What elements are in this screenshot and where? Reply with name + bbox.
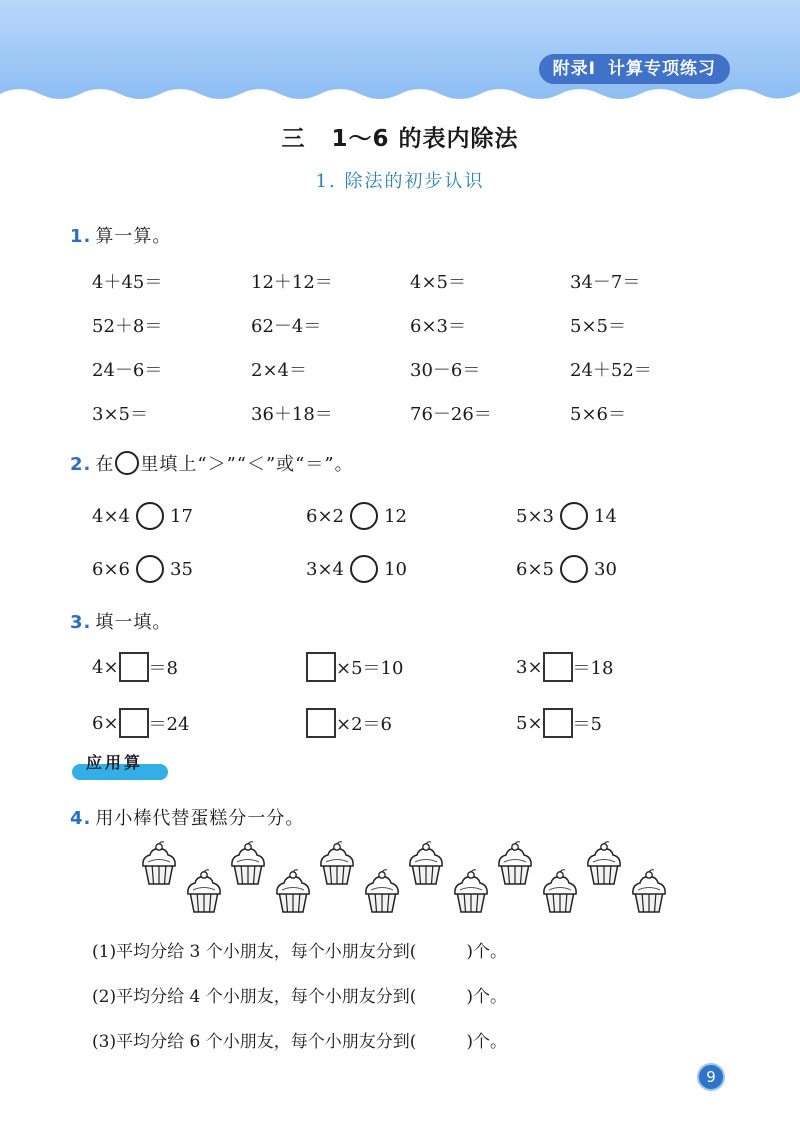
- cupcake-icon: [229, 840, 267, 886]
- answer-circle[interactable]: [350, 555, 378, 583]
- q1-expression: 76－26＝: [410, 404, 492, 425]
- cupcake-icon: [274, 868, 312, 914]
- cupcake-icon: [318, 840, 356, 886]
- q1-expression: 6×3＝: [410, 316, 466, 337]
- q3-fill-item: [306, 652, 403, 682]
- q3-fill-item: [92, 708, 189, 738]
- answer-box[interactable]: [543, 708, 573, 738]
- cupcake-icon: [585, 840, 623, 886]
- q3-before: 4×: [92, 656, 119, 678]
- answer-circle[interactable]: [560, 502, 588, 530]
- cupcake-icon: [496, 840, 534, 886]
- answer-box[interactable]: [306, 652, 336, 682]
- q1-expression: 12＋12＝: [251, 272, 333, 293]
- q1-expression: 24－6＝: [92, 360, 163, 381]
- q2-left: 4×4: [92, 505, 130, 527]
- q4-number: 4.: [70, 808, 92, 829]
- q2-left: 6×6: [92, 558, 130, 580]
- q1-expression: 62－4＝: [251, 316, 322, 337]
- q2-right: 12: [384, 505, 407, 527]
- q1-expression: 5×5＝: [570, 316, 626, 337]
- cupcake-icon: [541, 868, 579, 914]
- q2-left: 6×5: [516, 558, 554, 580]
- q1-prompt: 算一算。: [95, 226, 172, 247]
- sub-question-end: )个。: [466, 942, 507, 962]
- q3-fill-item: [92, 652, 178, 682]
- application-label: 应用算: [86, 753, 144, 772]
- answer-box[interactable]: [543, 652, 573, 682]
- sub-question-text: (2)平均分给 4 个小朋友，每个小朋友分到(: [92, 987, 417, 1007]
- answer-circle[interactable]: [560, 555, 588, 583]
- q2-prompt-end: 里填上“＞”“＜”或“＝”。: [140, 454, 354, 475]
- appendix-title: 计算专项练习: [608, 59, 716, 79]
- q4-sub-question: [92, 937, 507, 962]
- q3-before: 6×: [92, 712, 119, 734]
- q1-expression: 34－7＝: [570, 272, 641, 293]
- q3-number: 3.: [70, 612, 92, 633]
- q2-comparison: [516, 502, 617, 530]
- q2-left: 5×3: [516, 505, 554, 527]
- q3-fill-item: [516, 708, 602, 738]
- chapter-name: 1～6 的表内除法: [331, 126, 519, 152]
- q2-right: 14: [594, 505, 617, 527]
- q3-after: ＝8: [148, 658, 178, 679]
- q4-sub-question: [92, 982, 507, 1007]
- page-number: 9: [697, 1063, 725, 1091]
- q3-after: ＝18: [572, 658, 614, 679]
- q1-expression: 4＋45＝: [92, 272, 163, 293]
- q3-fill-item: [516, 652, 613, 682]
- q4-prompt: 用小棒代替蛋糕分一分。: [95, 808, 305, 829]
- application-tag: [72, 748, 172, 784]
- q2-comparison: [92, 502, 193, 530]
- q3-after: ×5＝10: [336, 658, 404, 679]
- q2-comparison: [306, 502, 407, 530]
- q3-after: ＝24: [148, 714, 190, 735]
- q2-number: 2.: [70, 454, 92, 475]
- chapter-title: [0, 120, 800, 153]
- q2-comparison: [92, 555, 193, 583]
- q3-prompt: 填一填。: [95, 612, 172, 633]
- cupcake-icon: [140, 840, 178, 886]
- circle-icon: [115, 451, 139, 475]
- q3-before: 3×: [516, 656, 543, 678]
- q2-left: 3×4: [306, 558, 344, 580]
- q3-after: ＝5: [572, 714, 602, 735]
- answer-circle[interactable]: [350, 502, 378, 530]
- q2-right: 17: [170, 505, 193, 527]
- cupcake-icon: [630, 868, 668, 914]
- appendix-number: 附录Ⅰ: [552, 59, 596, 79]
- sub-question-end: )个。: [466, 1032, 507, 1052]
- section-title: 1. 除法的初步认识: [315, 171, 485, 192]
- cupcake-group: [140, 840, 680, 920]
- sub-question-end: )个。: [466, 987, 507, 1007]
- q1-expression: 30－6＝: [410, 360, 481, 381]
- q1-expression: 3×5＝: [92, 404, 148, 425]
- cupcake-icon: [452, 868, 490, 914]
- q1-expression: 52＋8＝: [92, 316, 163, 337]
- answer-circle[interactable]: [136, 555, 164, 583]
- q1-number: 1.: [70, 226, 92, 247]
- q2-right: 35: [170, 558, 193, 580]
- q1-expression: 2×4＝: [251, 360, 307, 381]
- sub-question-text: (1)平均分给 3 个小朋友，每个小朋友分到(: [92, 942, 417, 962]
- q3-before: 5×: [516, 712, 543, 734]
- q1-expression: 24＋52＝: [570, 360, 652, 381]
- q1-expression: 5×6＝: [570, 404, 626, 425]
- q2-right: 10: [384, 558, 407, 580]
- q2-title: [70, 450, 354, 476]
- cupcake-icon: [363, 868, 401, 914]
- q3-title: [70, 608, 171, 634]
- q4-title: [70, 804, 304, 830]
- q2-right: 30: [594, 558, 617, 580]
- q2-prompt-start: 在: [95, 454, 115, 475]
- cupcake-icon: [407, 840, 445, 886]
- q3-fill-item: [306, 708, 392, 738]
- q2-comparison: [516, 555, 617, 583]
- q1-expression: 36＋18＝: [251, 404, 333, 425]
- answer-box[interactable]: [119, 652, 149, 682]
- q3-after: ×2＝6: [336, 714, 392, 735]
- q1-expression: 4×5＝: [410, 272, 466, 293]
- answer-box[interactable]: [306, 708, 336, 738]
- chapter-number: 三: [281, 126, 306, 152]
- answer-circle[interactable]: [136, 502, 164, 530]
- answer-box[interactable]: [119, 708, 149, 738]
- q2-comparison: [306, 555, 407, 583]
- appendix-label: [539, 54, 730, 84]
- q4-sub-question: [92, 1027, 507, 1052]
- sub-question-text: (3)平均分给 6 个小朋友，每个小朋友分到(: [92, 1032, 417, 1052]
- q2-left: 6×2: [306, 505, 344, 527]
- q1-title: [70, 222, 171, 248]
- cupcake-icon: [185, 868, 223, 914]
